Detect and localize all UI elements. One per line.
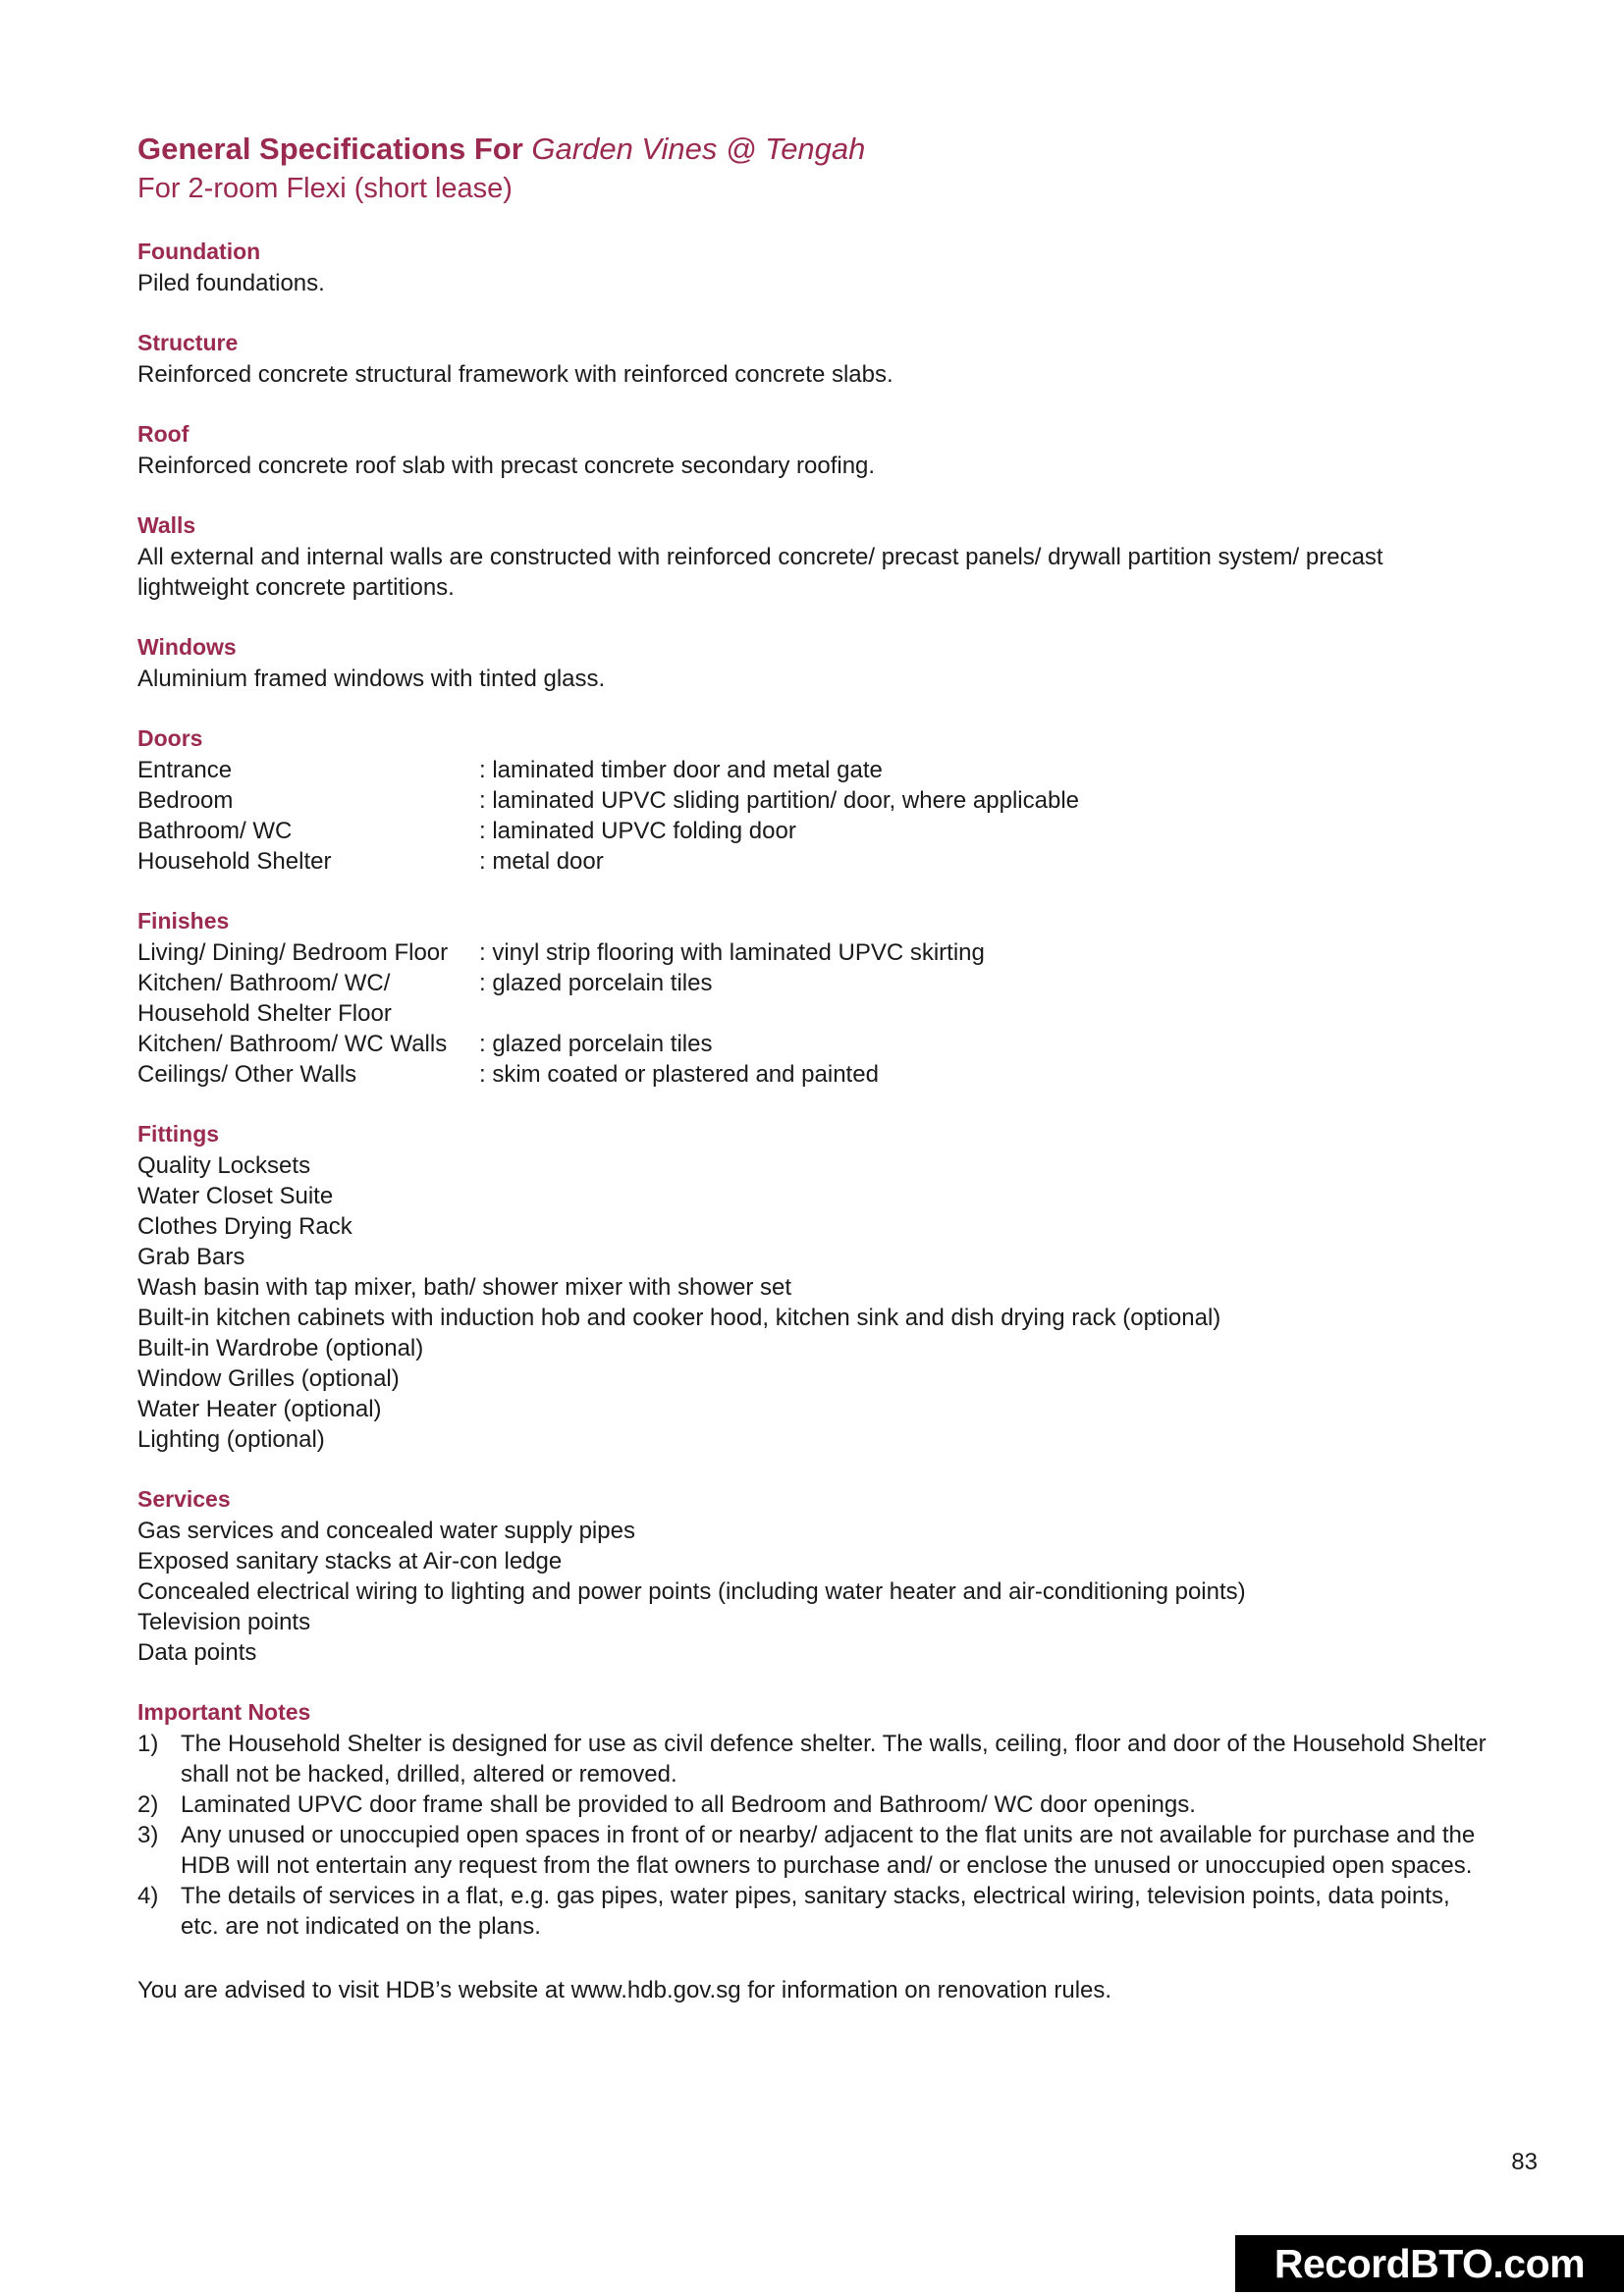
section-fittings <box>137 1119 1512 1455</box>
section-heading-roof: Roof <box>137 421 189 447</box>
section-foundation <box>137 237 1512 298</box>
list-item: Concealed electrical wiring to lighting and power points (including water heater and air-conditioning points) <box>137 1578 1246 1605</box>
spec-value: : metal door <box>479 848 604 875</box>
section-services <box>137 1484 1512 1668</box>
list-item: Water Heater (optional) <box>137 1396 382 1422</box>
section-finishes <box>137 906 1512 1090</box>
section-body-structure: Reinforced concrete structural framework with reinforced concrete slabs. <box>137 361 893 388</box>
spec-row <box>137 846 1512 877</box>
section-heading-finishes: Finishes <box>137 908 230 934</box>
list-item: Gas services and concealed water supply pipes <box>137 1518 635 1544</box>
spec-label: Kitchen/ Bathroom/ WC/ <box>137 970 391 996</box>
note-item <box>137 1820 1512 1881</box>
section-doors <box>137 723 1512 877</box>
section-roof <box>137 419 1512 481</box>
watermark-text: RecordBTO.com <box>1273 2241 1586 2286</box>
spec-label: Living/ Dining/ Bedroom Floor <box>137 939 449 966</box>
note-item <box>137 1729 1512 1789</box>
spec-label: Bedroom <box>137 787 234 814</box>
list-item: Built-in kitchen cabinets with induction hob and cooker hood, kitchen sink and dish drying rack (optional) <box>137 1305 1221 1331</box>
closing-paragraph: You are advised to visit HDB’s website at www.hdb.gov.sg for information on renovation rules. <box>137 1977 1112 2003</box>
section-walls <box>137 510 1512 603</box>
list-item: Built-in Wardrobe (optional) <box>137 1335 424 1362</box>
list-item: Wash basin with tap mixer, bath/ shower mixer with shower set <box>137 1274 792 1301</box>
section-heading-foundation: Foundation <box>137 239 261 264</box>
page-title-prefix: General Specifications For <box>137 132 532 166</box>
spec-row <box>137 785 1512 816</box>
list-item: Television points <box>137 1609 311 1635</box>
section-structure <box>137 328 1512 390</box>
page-title-project: Garden Vines @ Tengah <box>531 132 866 166</box>
note-item <box>137 1881 1512 1942</box>
note-item <box>137 1789 1512 1820</box>
spec-value: : laminated UPVC sliding partition/ door, where applicable <box>479 787 1080 814</box>
section-heading-structure: Structure <box>137 330 239 355</box>
page-subtitle: For 2-room Flexi (short lease) <box>137 173 513 204</box>
spec-value: : laminated timber door and metal gate <box>479 757 883 783</box>
list-item: Window Grilles (optional) <box>137 1365 400 1392</box>
spec-value: : glazed porcelain tiles <box>479 970 713 996</box>
spec-row <box>137 937 1512 968</box>
list-item: Water Closet Suite <box>137 1183 334 1209</box>
document-content <box>137 130 1512 2005</box>
spec-value: : skim coated or plastered and painted <box>479 1061 879 1088</box>
note-text: The Household Shelter is designed for use as civil defence shelter. The walls, ceiling, floor and door of the Household Shelter shall not be hacked, drilled, altered or removed. <box>181 1731 1487 1788</box>
spec-row <box>137 816 1512 846</box>
spec-value: : laminated UPVC folding door <box>479 818 796 844</box>
note-number: 3) <box>137 1822 159 1848</box>
page-number: 83 <box>1511 2149 1538 2175</box>
watermark-banner <box>1235 2235 1624 2292</box>
list-item: Data points <box>137 1639 257 1666</box>
section-heading-important-notes: Important Notes <box>137 1699 311 1725</box>
spec-label: Entrance <box>137 757 233 783</box>
spec-label: Household Shelter <box>137 848 332 875</box>
section-body-walls: All external and internal walls are constructed with reinforced concrete/ precast panels/ drywall partition system/ precast lightweight concrete partitions. <box>137 544 1383 601</box>
spec-row <box>137 1029 1512 1059</box>
spec-value: : glazed porcelain tiles <box>479 1031 713 1057</box>
spec-value: : vinyl strip flooring with laminated UPVC skirting <box>479 939 985 966</box>
note-number: 2) <box>137 1791 159 1818</box>
spec-label: Bathroom/ WC <box>137 818 293 844</box>
spec-label-continuation: Household Shelter Floor <box>137 1000 392 1027</box>
list-item: Lighting (optional) <box>137 1426 325 1453</box>
section-body-foundation: Piled foundations. <box>137 270 325 296</box>
section-heading-walls: Walls <box>137 512 196 538</box>
section-important-notes <box>137 1697 1512 2005</box>
section-heading-doors: Doors <box>137 725 203 751</box>
list-item: Grab Bars <box>137 1244 245 1270</box>
section-body-windows: Aluminium framed windows with tinted glass. <box>137 666 606 692</box>
section-heading-services: Services <box>137 1486 231 1512</box>
note-text: Any unused or unoccupied open spaces in front of or nearby/ adjacent to the flat units are not available for purchase and the HDB will not entertain any request from the flat owners to purchase and/ or enclose the unused or unoccupied open spaces. <box>181 1822 1476 1879</box>
page-title <box>137 130 1512 169</box>
section-body-roof: Reinforced concrete roof slab with precast concrete secondary roofing. <box>137 453 876 479</box>
section-heading-windows: Windows <box>137 634 237 660</box>
list-item: Clothes Drying Rack <box>137 1213 352 1240</box>
spec-label: Kitchen/ Bathroom/ WC Walls <box>137 1031 448 1057</box>
spec-label: Ceilings/ Other Walls <box>137 1061 357 1088</box>
list-item: Exposed sanitary stacks at Air-con ledge <box>137 1548 563 1575</box>
spec-row <box>137 755 1512 785</box>
note-number: 4) <box>137 1883 159 1909</box>
note-text: The details of services in a flat, e.g. gas pipes, water pipes, sanitary stacks, electrical wiring, television points, data points, etc. are not indicated on the plans. <box>181 1883 1450 1940</box>
section-heading-fittings: Fittings <box>137 1121 220 1147</box>
note-number: 1) <box>137 1731 159 1757</box>
section-windows <box>137 632 1512 694</box>
spec-row <box>137 1059 1512 1090</box>
note-text: Laminated UPVC door frame shall be provided to all Bedroom and Bathroom/ WC door openings. <box>181 1791 1196 1818</box>
spec-row <box>137 968 1512 998</box>
list-item: Quality Locksets <box>137 1152 311 1179</box>
